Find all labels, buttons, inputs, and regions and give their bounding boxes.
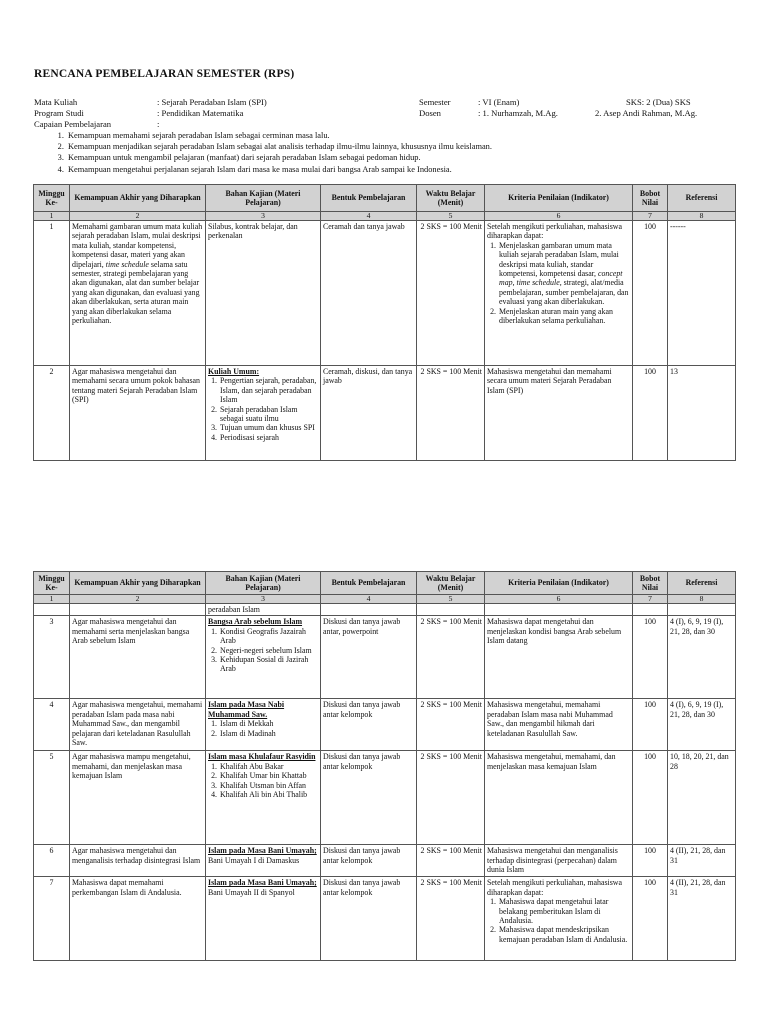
cell-bentuk: Diskusi dan tanya jawab antar kelompok xyxy=(321,751,417,845)
header-referensi: Referensi xyxy=(668,185,736,212)
col-number: 1 xyxy=(34,595,70,604)
cell-kemampuan: Agar mahasiswa mengetahui, memahami peradaban Islam pada masa nabi Muhammad Saw., dan mengambil pelajaran dari keteladanan Rasulullah Saw. xyxy=(70,699,206,751)
cell-waktu: 2 SKS = 100 Menit xyxy=(417,616,485,699)
cell-waktu: 2 SKS = 100 Menit xyxy=(417,845,485,877)
cell-bentuk: Diskusi dan tanya jawab antar kelompok xyxy=(321,845,417,877)
header-kriteria: Kriteria Penilaian (Indikator) xyxy=(485,185,633,212)
cell-bentuk: Ceramah dan tanya jawab xyxy=(321,221,417,366)
table-row xyxy=(34,366,736,461)
cell-bobot: 100 xyxy=(633,877,668,961)
capaian-item: 4. Kemampuan mengetahui perjalanan sejarah Islam dari masa ke masa mulai dari bangsa Arab sampai ke Indonesia. xyxy=(66,164,492,175)
col-number: 6 xyxy=(485,595,633,604)
cell-week: 6 xyxy=(34,845,70,877)
cell-waktu: 2 SKS = 100 Menit xyxy=(417,877,485,961)
cell-waktu: 2 SKS = 100 Menit xyxy=(417,221,485,366)
header-bahan: Bahan Kajian (Materi Pelajaran) xyxy=(206,572,321,595)
document-title: RENCANA PEMBELAJARAN SEMESTER (RPS) xyxy=(34,68,295,80)
cell-bobot: 100 xyxy=(633,845,668,877)
rps-table-2 xyxy=(33,571,736,961)
cell-bentuk: Diskusi dan tanya jawab antar, powerpoint xyxy=(321,616,417,699)
cell-week: 2 xyxy=(34,366,70,461)
value-dosen-2: 2. Asep Andi Rahman, M.Ag. xyxy=(595,108,698,118)
table-row xyxy=(34,845,736,877)
cell-bahan: Bangsa Arab sebelum Islam 1. Kondisi Geografis Jazairah Arab 2. Negeri-negeri sebelum Islam 3. Kehidupan Sosial di Jazirah Arab xyxy=(206,616,321,699)
label-mata-kuliah: Mata Kuliah xyxy=(34,97,78,107)
cell-week: 4 xyxy=(34,699,70,751)
cell-bobot: 100 xyxy=(633,751,668,845)
cell-bentuk: Diskusi dan tanya jawab antar kelompok xyxy=(321,877,417,961)
cell-bahan: Silabus, kontrak belajar, dan perkenalan xyxy=(206,221,321,366)
rps-table-1 xyxy=(33,184,736,461)
cell-week: 1 xyxy=(34,221,70,366)
header-kemampuan: Kemampuan Akhir yang Diharapkan xyxy=(70,185,206,212)
cell-bahan: Islam pada Masa Nabi Muhammad Saw. 1. Islam di Mekkah 2. Islam di Madinah xyxy=(206,699,321,751)
cell-bahan: Islam pada Masa Bani Umayah; Bani Umayah II di Spanyol xyxy=(206,877,321,961)
col-number: 7 xyxy=(633,212,668,221)
col-number: 4 xyxy=(321,595,417,604)
table-row xyxy=(34,699,736,751)
cell-kriteria: Mahasiswa dapat mengetahui dan menjelaskan kondisi bangsa Arab sebelum Islam datang xyxy=(485,616,633,699)
header-kemampuan: Kemampuan Akhir yang Diharapkan xyxy=(70,572,206,595)
header-waktu: Waktu Belajar (Menit) xyxy=(417,572,485,595)
capaian-item: 2. Kemampuan menjadikan sejarah peradaban Islam sebagai alat analisis terhadap ilmu-ilmu lainnya, khususnya ilmu keislaman. xyxy=(66,141,492,152)
cell-kriteria: Setelah mengikuti perkuliahan, mahasiswa diharapkan dapat: 1. Mahasiswa dapat mengetahui latar belakang pemberitukan Islam di Andalusia. 2. Mahasiswa dapat mendeskripsikan kemajuan peradaban Islam di Andalusia. xyxy=(485,877,633,961)
cell-bobot: 100 xyxy=(633,366,668,461)
capaian-item: 1. Kemampuan memahami sejarah peradaban Islam sebagai cerminan masa lalu. xyxy=(66,130,492,141)
header-bahan: Bahan Kajian (Materi Pelajaran) xyxy=(206,185,321,212)
value-mata-kuliah: : Sejarah Peradaban Islam (SPI) xyxy=(157,97,267,107)
cell-bahan: peradaban Islam xyxy=(206,604,321,616)
cell-bobot: 100 xyxy=(633,699,668,751)
cell-week: 5 xyxy=(34,751,70,845)
cell-kriteria: Setelah mengikuti perkuliahan, mahasiswa diharapkan dapat: 1. Menjelaskan gambaran umum mata kuliah sejarah peradaban Islam, mulai deskripsi mata kuliah, standar kompetensi, kompetensi dasar, concept map, time schedule, strategi, alat/media pembelajaran, sumber pembelajaran, dan evaluasi yang akan diberlakukan. 2. Menjelaskan aturan main yang akan diberlakukan selama perkuliahan. xyxy=(485,221,633,366)
cell-bahan: Islam pada Masa Bani Umayah; Bani Umayah I di Damaskus xyxy=(206,845,321,877)
cell-kemampuan: Mahasiswa dapat memahami perkembangan Islam di Andalusia. xyxy=(70,877,206,961)
cell-referensi: 4 (II), 21, 28, dan 31 xyxy=(668,845,736,877)
cell-kriteria: Mahasiswa mengetahui, memahami, dan menjelaskan masa kemajuan Islam xyxy=(485,751,633,845)
header-waktu: Waktu Belajar (Menit) xyxy=(417,185,485,212)
cell-week: 7 xyxy=(34,877,70,961)
value-semester: : VI (Enam) xyxy=(478,97,520,107)
capaian-item: 3. Kemampuan untuk mengambil pelajaran (manfaat) dari sejarah peradaban Islam sebagai pedoman hidup. xyxy=(66,152,492,163)
cell-waktu: 2 SKS = 100 Menit xyxy=(417,366,485,461)
cell-referensi: 13 xyxy=(668,366,736,461)
col-number: 8 xyxy=(668,595,736,604)
table-row-continued xyxy=(34,604,736,616)
col-number: 2 xyxy=(70,212,206,221)
header-minggu: Minggu Ke- xyxy=(34,185,70,212)
table-row xyxy=(34,877,736,961)
cell-bahan: Islam masa Khulafaur Rasyidin 1. Khalifah Abu Bakar 2. Khalifah Umar bin Khattab 3. Khalifah Utsman bin Affan 4. Khalifah Ali bin Abi Thalib xyxy=(206,751,321,845)
cell-week: 3 xyxy=(34,616,70,699)
header-bentuk: Bentuk Pembelajaran xyxy=(321,185,417,212)
col-number: 6 xyxy=(485,212,633,221)
cell-referensi: 10, 18, 20, 21, dan 28 xyxy=(668,751,736,845)
header-bentuk: Bentuk Pembelajaran xyxy=(321,572,417,595)
value-program-studi: : Pendidikan Matematika xyxy=(157,108,244,118)
capaian-colon: : xyxy=(157,119,160,129)
col-number: 3 xyxy=(206,212,321,221)
col-number: 5 xyxy=(417,595,485,604)
col-number: 1 xyxy=(34,212,70,221)
header-bobot: Bobot Nilai xyxy=(633,185,668,212)
cell-kemampuan: Memahami gambaran umum mata kuliah sejarah peradaban Islam, mulai deskripsi mata kuliah, standar kompetensi, kompetensi dasar, materi yang akan dipelajari, time schedule selama satu semester, strategi pembelajaran yang akan digunakan, alat dan sumber belajar yang akan digunakan, dan evaluasi yang akan diberlakukan, serta aturan main yang akan diberlakukan selama perkuliahan. xyxy=(70,221,206,366)
col-number: 7 xyxy=(633,595,668,604)
cell-bahan: Kuliah Umum: 1. Pengertian sejarah, peradaban, Islam, dan sejarah peradaban Islam 2. Sejarah peradaban Islam sebagai suatu ilmu 3. Tujuan umum dan khusus SPI 4. Periodisasi sejarah xyxy=(206,366,321,461)
value-dosen-1: : 1. Nurhamzah, M.Ag. xyxy=(478,108,558,118)
cell-referensi: 4 (I), 6, 9, 19 (I), 21, 28, dan 30 xyxy=(668,699,736,751)
col-number: 3 xyxy=(206,595,321,604)
cell-referensi: 4 (II), 21, 28, dan 31 xyxy=(668,877,736,961)
col-number: 4 xyxy=(321,212,417,221)
cell-kemampuan: Agar mahasiswa mengetahui dan memahami serta menjelaskan bangsa Arab sebelum Islam xyxy=(70,616,206,699)
cell-bentuk: Ceramah, diskusi, dan tanya jawab xyxy=(321,366,417,461)
cell-kemampuan: Agar mahasiswa mengetahui dan menganalisis terhadap disintegrasi Islam xyxy=(70,845,206,877)
cell-kriteria: Mahasiswa mengetahui, memahami peradaban Islam masa nabi Muhammad Saw., dan mengambil hikmah dari keteladanan Rasulullah Saw. xyxy=(485,699,633,751)
cell-referensi: 4 (I), 6, 9, 19 (I), 21, 28, dan 30 xyxy=(668,616,736,699)
col-number: 5 xyxy=(417,212,485,221)
header-minggu: Minggu Ke- xyxy=(34,572,70,595)
header-referensi: Referensi xyxy=(668,572,736,595)
col-number: 2 xyxy=(70,595,206,604)
col-number: 8 xyxy=(668,212,736,221)
cell-kriteria: Mahasiswa mengetahui dan menganalisis terhadap disintegrasi (perpecahan) dalam dunia Islam xyxy=(485,845,633,877)
cell-waktu: 2 SKS = 100 Menit xyxy=(417,699,485,751)
cell-bobot: 100 xyxy=(633,221,668,366)
header-kriteria: Kriteria Penilaian (Indikator) xyxy=(485,572,633,595)
label-dosen: Dosen xyxy=(419,108,441,118)
label-semester: Semester xyxy=(419,97,451,107)
table-row xyxy=(34,221,736,366)
cell-referensi: ------ xyxy=(668,221,736,366)
cell-kemampuan: Agar mahasiswa mengetahui dan memahami secara umum pokok bahasan tentang materi Sejarah Peradaban Islam (SPI) xyxy=(70,366,206,461)
cell-kriteria: Mahasiswa mengetahui dan memahami secara umum materi Sejarah Peradaban Islam (SPI) xyxy=(485,366,633,461)
label-capaian: Capaian Pembelajaran xyxy=(34,119,112,129)
table-row xyxy=(34,751,736,845)
cell-bentuk: Diskusi dan tanya jawab antar kelompok xyxy=(321,699,417,751)
cell-bobot: 100 xyxy=(633,616,668,699)
capaian-list xyxy=(34,130,492,175)
value-sks: SKS: 2 (Dua) SKS xyxy=(626,97,691,107)
cell-kemampuan: Agar mahasiswa mampu mengetahui, memahami, dan menjelaskan masa kemajuan Islam xyxy=(70,751,206,845)
table-row xyxy=(34,616,736,699)
label-program-studi: Program Studi xyxy=(34,108,84,118)
header-bobot: Bobot Nilai xyxy=(633,572,668,595)
cell-waktu: 2 SKS = 100 Menit xyxy=(417,751,485,845)
